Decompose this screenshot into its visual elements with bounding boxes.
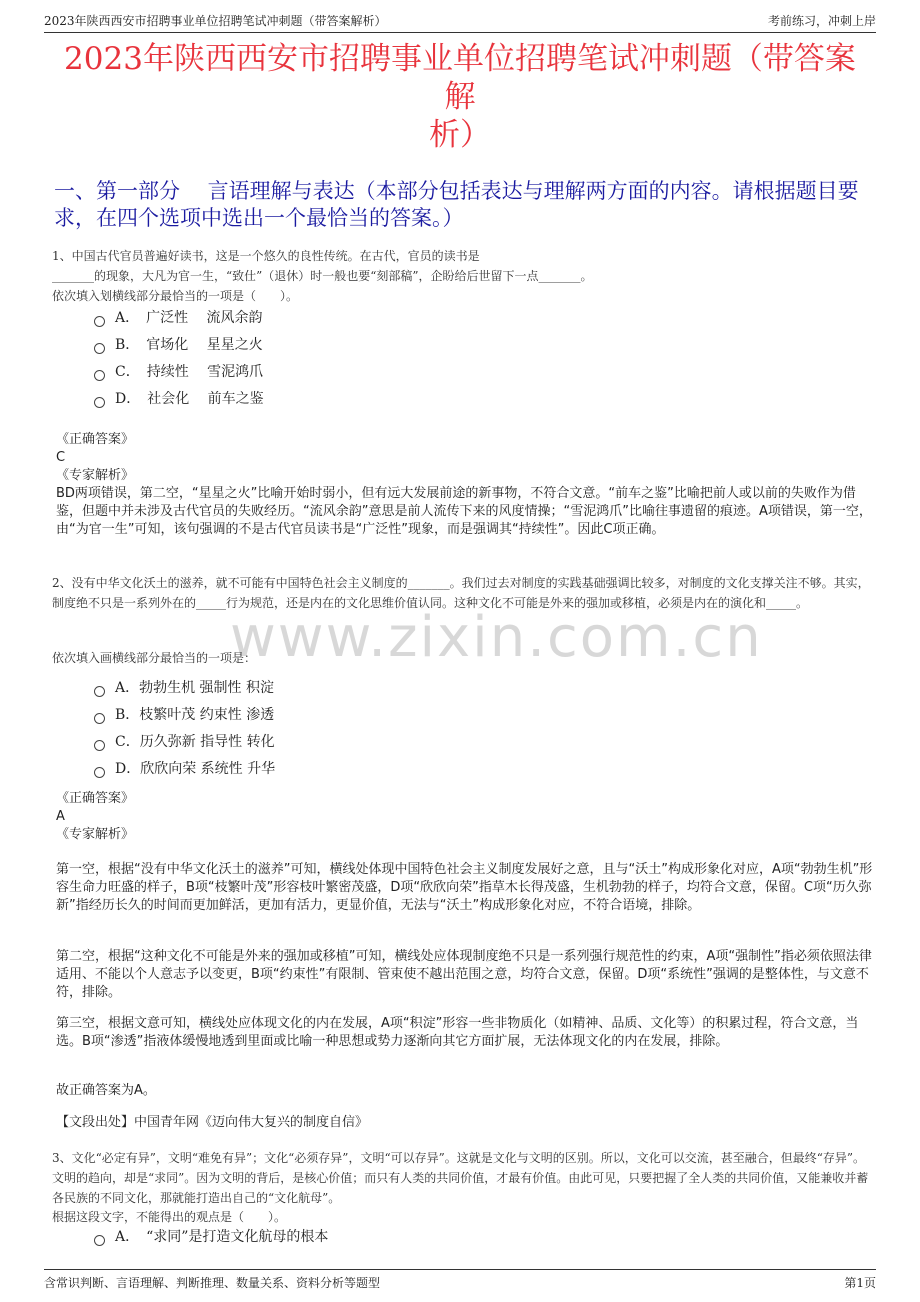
option-d[interactable] <box>94 756 275 783</box>
question-1-options <box>94 305 264 413</box>
question-2-conclusion: 故正确答案为A。 <box>56 1083 156 1098</box>
radio-icon[interactable] <box>94 316 105 327</box>
analysis-label: 《专家解析》 <box>56 468 135 483</box>
option-label: C． 持续性 雪泥鸿爪 <box>115 364 264 380</box>
radio-icon[interactable] <box>94 686 105 697</box>
page-number: 第1页 <box>844 1276 876 1290</box>
option-label: C．历久弥新 指导性 转化 <box>115 734 275 750</box>
question-1-stem <box>52 246 872 306</box>
footer-topics: 含常识判断、言语理解、判断推理、数量关系、资料分析等题型 <box>44 1276 381 1290</box>
radio-icon[interactable] <box>94 713 105 724</box>
question-2-source: 【文段出处】中国青年网《迈向伟大复兴的制度自信》 <box>56 1115 369 1130</box>
question-1-line3: 依次填入划横线部分最恰当的一项是（ ）。 <box>52 289 299 303</box>
radio-icon[interactable] <box>94 397 105 408</box>
option-a[interactable] <box>94 305 264 332</box>
page-footer <box>44 1269 876 1294</box>
question-3-options <box>94 1224 328 1251</box>
header-slogan: 考前练习，冲刺上岸 <box>767 14 876 28</box>
section-heading: 一、第一部分 言语理解与表达（本部分包括表达与理解两方面的内容。请根据题目要求，在四个选项中选出一个最恰当的答案。） <box>54 179 859 230</box>
question-2-analysis-p2: 第二空，根据“这种文化不可能是外来的强加或移植”可知，横线处应体现制度绝不只是一系列强行规范性的约束，A项“强制性”指必须依照法律适用、不能以个人意志予以变更，B项“约束性”有限制、管束使不越出范围之意，均符合文意，保留。D项“系统性”强调的是整体性，与文意不符，排除。 <box>56 949 872 1000</box>
header-doc-title: 2023年陕西西安市招聘事业单位招聘笔试冲刺题（带答案解析） <box>44 14 387 28</box>
question-2-prompt: 依次填入画横线部分最恰当的一项是： <box>52 651 257 665</box>
page-header <box>44 10 876 33</box>
option-label: A． “求同”是打造文化航母的根本 <box>115 1229 329 1245</box>
option-a[interactable] <box>94 675 275 702</box>
page-title-line1: 2023年陕西西安市招聘事业单位招聘笔试冲刺题（带答案解 <box>64 41 856 115</box>
option-b[interactable] <box>94 702 275 729</box>
analysis-label: 《专家解析》 <box>56 827 135 842</box>
answer-value: C <box>56 450 66 465</box>
page-title-line2: 析） <box>429 117 491 153</box>
question-3-prompt: 根据这段文字，不能得出的观点是（ ）。 <box>52 1210 287 1224</box>
option-label: D． 社会化 前车之鉴 <box>115 391 264 407</box>
option-d[interactable] <box>94 386 264 413</box>
question-1-line1: 1、中国古代官员普遍好读书，这是一个悠久的良性传统。在古代，官员的读书是 <box>52 249 480 263</box>
question-2-analysis-p3: 第三空，根据文意可知，横线处应体现文化的内在发展，A项“积淀”形容一些非物质化（如精神、品质、文化等）的积累过程，符合文意，当选。B项“渗透”指液体缓慢地透到里面或比喻一种思想或势力逐渐向其它方面扩展，无法体现文化的内在发展，排除。 <box>56 1016 859 1049</box>
question-2-stem: 2、没有中华文化沃土的滋养，就不可能有中国特色社会主义制度的_______。我们过去对制度的实践基础强调比较多，对制度的文化支撑关注不够。其实，制度绝不只是一系列外在的_____行为规范，还是内在的文化思维价值认同。这种文化不可能是外来的强加或移植，必须是内在的演化和_____。 <box>52 576 870 610</box>
question-1-answer-block <box>56 431 876 539</box>
answer-label: 《正确答案》 <box>56 791 135 806</box>
option-c[interactable] <box>94 359 264 386</box>
radio-icon[interactable] <box>94 767 105 778</box>
question-2-options <box>94 675 275 783</box>
radio-icon[interactable] <box>94 1235 105 1246</box>
option-label: B． 官场化 星星之火 <box>115 337 263 353</box>
answer-label: 《正确答案》 <box>56 432 135 447</box>
watermark: www.zixin.com.cn <box>230 605 763 670</box>
option-label: B．枝繁叶茂 约束性 渗透 <box>115 707 275 723</box>
radio-icon[interactable] <box>94 740 105 751</box>
question-2-answer-block <box>56 790 876 844</box>
radio-icon[interactable] <box>94 370 105 381</box>
option-c[interactable] <box>94 729 275 756</box>
answer-value: A <box>56 809 65 824</box>
question-2-analysis-p1: 第一空，根据“没有中华文化沃土的滋养”可知，横线处体现中国特色社会主义制度发展好之意，且与“沃土”构成形象化对应，A项“勃勃生机”形容生命力旺盛的样子，B项“枝繁叶茂”形容枝叶繁密茂盛，D项“欣欣向荣”指草木长得茂盛，生机勃勃的样子，均符合文意，保留。C项“历久弥新”指经历长久的时间而更加鲜活，更加有活力，更显价值，无法与“沃土”构成形象化对应，不符合语境，排除。 <box>56 862 873 913</box>
option-b[interactable] <box>94 332 264 359</box>
option-label: A． 广泛性 流风余韵 <box>115 310 263 326</box>
page-title <box>50 40 870 154</box>
option-a[interactable] <box>94 1224 328 1251</box>
option-label: A．勃勃生机 强制性 积淀 <box>115 680 275 696</box>
question-3-stem: 3、文化“必定有异”，文明“难免有异”；文化“必须存异”，文明“可以存异”。这就是文化与文明的区别。所以，文化可以交流，甚至融合，但最终“存异”。文明的趋向，却是“求同”。因为文明的背后，是核心价值；而只有人类的共同价值，才最有价值。由此可见，只要把握了全人类的共同价值，又能兼收并蓄各民族的不同文化，那就能打造出自己的“文化航母”。 <box>52 1151 869 1205</box>
analysis-text: BD两项错误，第二空，“星星之火”比喻开始时弱小，但有远大发展前途的新事物，不符合文意。“前车之鉴”比喻把前人或以前的失败作为借鉴，但题中并未涉及古代官员的失败经历。“流风余韵”意思是前人流传下来的风度情操；“雪泥鸿爪”比喻往事遗留的痕迹。A项错误，第一空，由“为官一生”可知，该句强调的不是古代官员读书是“广泛性”现象，而是强调其“持续性”。因此C项正确。 <box>56 486 872 537</box>
option-label: D．欣欣向荣 系统性 升华 <box>115 761 276 777</box>
question-1-line2: _______的现象，大凡为官一生，“致仕”（退休）时一般也要“刻部稿”，企盼给后世留下一点_______。 <box>52 269 593 283</box>
radio-icon[interactable] <box>94 343 105 354</box>
